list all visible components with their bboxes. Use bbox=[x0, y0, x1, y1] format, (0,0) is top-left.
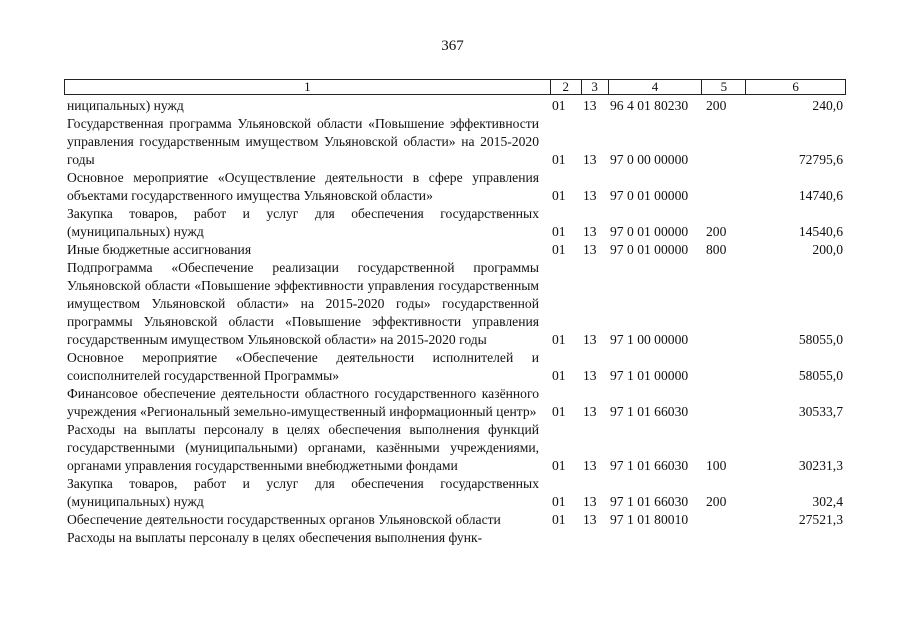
section-code: 01 bbox=[552, 494, 566, 509]
column-header-2: 2 bbox=[551, 80, 582, 94]
subsection-code: 13 bbox=[583, 242, 597, 257]
subsection-code: 13 bbox=[583, 224, 597, 239]
table-body bbox=[0, 97, 905, 547]
row-description: Основное мероприятие «Осуществление деятельности в сфере управления объектами государственного имущества Ульяновской области» bbox=[67, 170, 539, 203]
table-row bbox=[0, 259, 905, 349]
column-header-1: 1 bbox=[65, 80, 551, 94]
row-description: ниципальных) нужд bbox=[67, 98, 184, 113]
row-description: Закупка товаров, работ и услуг для обеспечения государственных (муниципальных) нужд bbox=[67, 206, 539, 239]
expense-type-code: 200 bbox=[706, 494, 727, 509]
section-code: 01 bbox=[552, 188, 566, 203]
row-description: Финансовое обеспечение деятельности областного государственного казённого учреждения «Региональный земельно-имущественный информационный центр» bbox=[67, 386, 539, 419]
subsection-code: 13 bbox=[583, 512, 597, 527]
target-article-code: 97 0 01 00000 bbox=[610, 188, 689, 203]
table-row bbox=[0, 169, 905, 205]
column-header-4: 4 bbox=[609, 80, 703, 94]
row-description: Подпрограмма «Обеспечение реализации государственной программы Ульяновской области «Повышение эффективности управления государственным имуществом Ульяновской области» на 2015-2020 годы» государственной программы Ульяновской области «Повышение эффективности управления государственным имуществом Ульяновской области» на 2015-2020 годы bbox=[67, 260, 539, 347]
target-article-code: 97 1 01 66030 bbox=[610, 404, 689, 419]
section-code: 01 bbox=[552, 152, 566, 167]
amount: 30231,3 bbox=[798, 458, 843, 473]
amount: 58055,0 bbox=[798, 368, 843, 383]
amount: 72795,6 bbox=[798, 152, 843, 167]
table-row bbox=[0, 475, 905, 511]
table-row bbox=[0, 205, 905, 241]
table-row bbox=[0, 115, 905, 169]
table-row bbox=[0, 529, 905, 547]
row-description: Расходы на выплаты персоналу в целях обеспечения выполнения функций государственными (муниципальными) органами, казёнными учреждениями, органами управления государственными внебюджетными фондами bbox=[67, 422, 539, 473]
amount: 302,4 bbox=[812, 494, 843, 509]
table-row bbox=[0, 385, 905, 421]
subsection-code: 13 bbox=[583, 458, 597, 473]
subsection-code: 13 bbox=[583, 98, 597, 113]
page-number: 367 bbox=[441, 38, 464, 54]
target-article-code: 97 1 00 00000 bbox=[610, 332, 689, 347]
subsection-code: 13 bbox=[583, 188, 597, 203]
target-article-code: 97 0 01 00000 bbox=[610, 224, 689, 239]
amount: 240,0 bbox=[812, 98, 843, 113]
amount: 30533,7 bbox=[798, 404, 843, 419]
row-description: Государственная программа Ульяновской области «Повышение эффективности управления государственным имуществом Ульяновской области» на 2015-2020 годы bbox=[67, 116, 539, 167]
target-article-code: 97 0 01 00000 bbox=[610, 242, 689, 257]
column-header-6: 6 bbox=[792, 79, 799, 94]
expense-type-code: 100 bbox=[706, 458, 727, 473]
table-row bbox=[0, 421, 905, 475]
target-article-code: 97 1 01 80010 bbox=[610, 512, 689, 527]
section-code: 01 bbox=[552, 224, 566, 239]
expense-type-code: 200 bbox=[706, 98, 727, 113]
table-row bbox=[0, 511, 905, 529]
row-description: Расходы на выплаты персоналу в целях обеспечения выполнения функ- bbox=[67, 530, 483, 545]
table-row bbox=[0, 241, 905, 259]
row-description: Закупка товаров, работ и услуг для обеспечения государственных (муниципальных) нужд bbox=[67, 476, 539, 509]
row-description: Обеспечение деятельности государственных органов Ульяновской области bbox=[67, 512, 501, 527]
expense-type-code: 800 bbox=[706, 242, 727, 257]
amount: 27521,3 bbox=[798, 512, 843, 527]
row-description: Основное мероприятие «Обеспечение деятельности исполнителей и соисполнителей государственной Программы» bbox=[67, 350, 539, 383]
subsection-code: 13 bbox=[583, 494, 597, 509]
target-article-code: 97 1 01 00000 bbox=[610, 368, 689, 383]
target-article-code: 97 0 00 00000 bbox=[610, 152, 689, 167]
section-code: 01 bbox=[552, 458, 566, 473]
expense-type-code: 200 bbox=[706, 224, 727, 239]
target-article-code: 97 1 01 66030 bbox=[610, 458, 689, 473]
target-article-code: 97 1 01 66030 bbox=[610, 494, 689, 509]
section-code: 01 bbox=[552, 368, 566, 383]
column-header-3: 3 bbox=[582, 80, 609, 94]
section-code: 01 bbox=[552, 512, 566, 527]
subsection-code: 13 bbox=[583, 332, 597, 347]
column-header-5: 5 bbox=[702, 80, 746, 94]
subsection-code: 13 bbox=[583, 152, 597, 167]
table-row bbox=[0, 97, 905, 115]
amount: 14740,6 bbox=[798, 188, 843, 203]
amount: 58055,0 bbox=[798, 332, 843, 347]
subsection-code: 13 bbox=[583, 404, 597, 419]
target-article-code: 96 4 01 80230 bbox=[610, 98, 689, 113]
section-code: 01 bbox=[552, 98, 566, 113]
table-header bbox=[64, 79, 846, 95]
section-code: 01 bbox=[552, 404, 566, 419]
section-code: 01 bbox=[552, 332, 566, 347]
row-description: Иные бюджетные ассигнования bbox=[67, 242, 252, 257]
subsection-code: 13 bbox=[583, 368, 597, 383]
table-row bbox=[0, 349, 905, 385]
section-code: 01 bbox=[552, 242, 566, 257]
amount: 200,0 bbox=[812, 242, 843, 257]
amount: 14540,6 bbox=[798, 224, 843, 239]
